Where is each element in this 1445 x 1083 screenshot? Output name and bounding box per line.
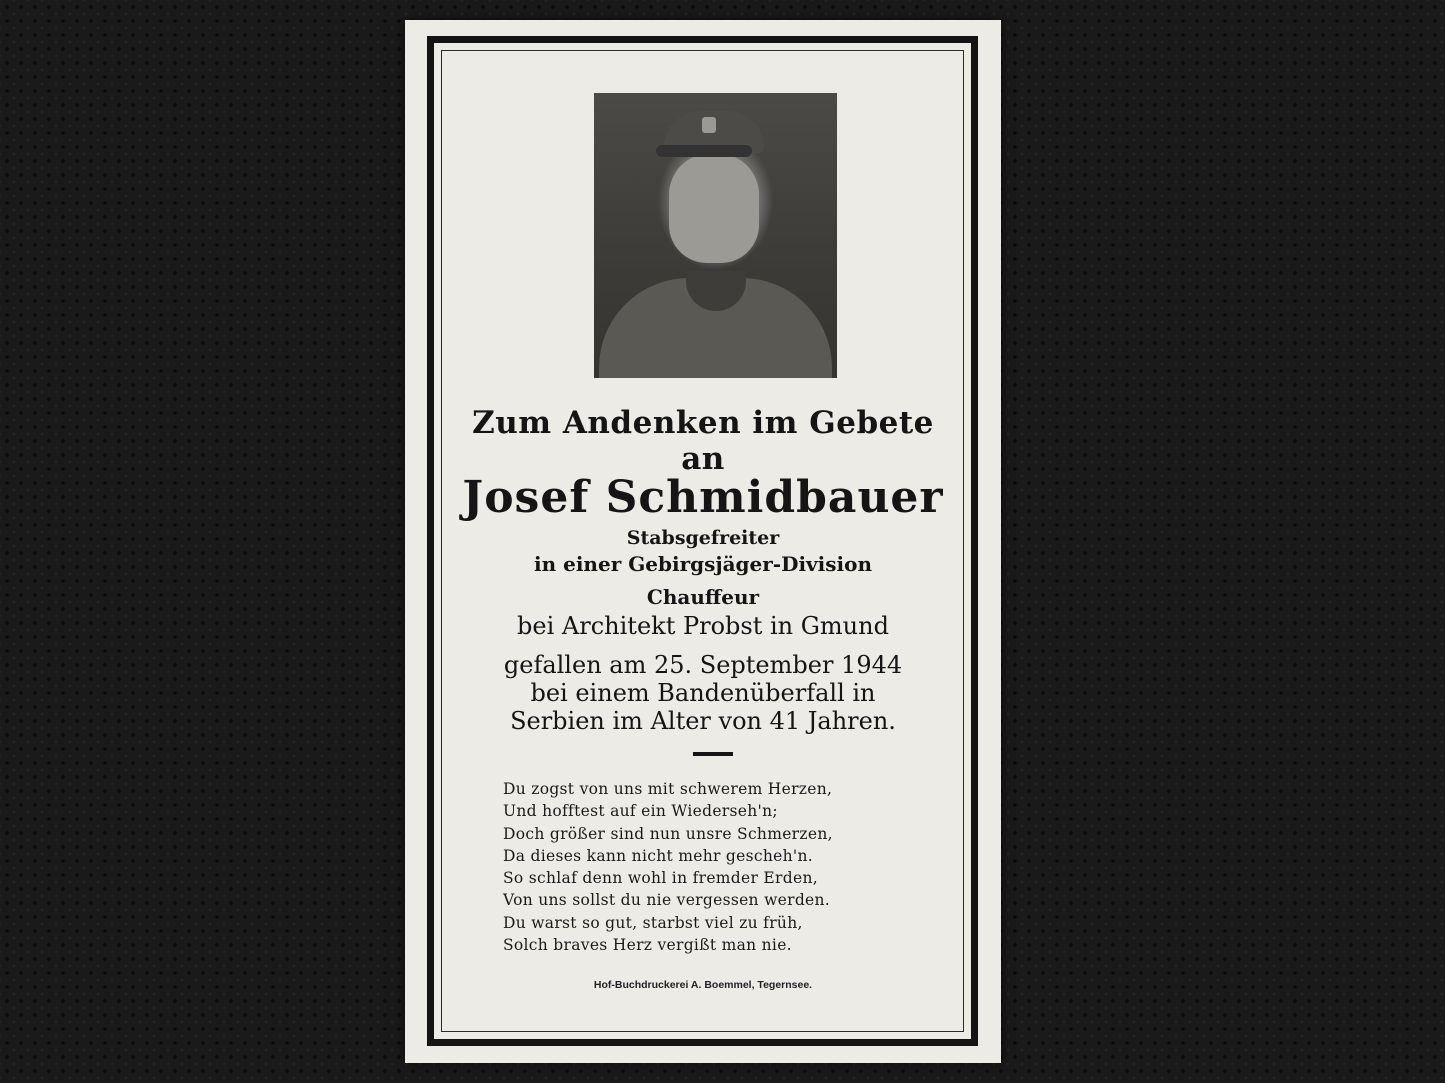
employer-line: bei Architekt Probst in Gmund: [517, 612, 889, 640]
poem-line: So schlaf denn wohl in fremder Erden,: [503, 869, 818, 888]
poem-line: Du zogst von uns mit schwerem Herzen,: [503, 780, 833, 798]
printer-imprint: Hof-Buchdruckerei A. Boemmel, Tegernsee.: [593, 978, 813, 991]
military-unit: in einer Gebirgsjäger-Division: [534, 552, 872, 576]
poem-line: Da dieses kann nicht mehr gescheh'n.: [503, 846, 813, 865]
soldier-portrait-photo: [594, 93, 837, 378]
memorial-heading: Zum Andenken im Gebete an: [472, 405, 934, 477]
death-date-line: gefallen am 25. September 1944: [503, 651, 903, 679]
deceased-name: Josef Schmidbauer: [462, 472, 944, 523]
poem-line: Und hofftest auf ein Wiederseh'n;: [503, 802, 778, 821]
portrait-face: [669, 153, 759, 263]
divider-dash: [693, 752, 733, 756]
occupation: Chauffeur: [646, 585, 760, 609]
poem-line: Von uns sollst du nie vergessen werden.: [503, 891, 831, 910]
poem-line: Solch braves Herz vergißt man nie.: [503, 936, 792, 955]
poem-line: Doch größer sind nun unsre Schmerzen,: [503, 824, 833, 843]
death-circumstance-line: bei einem Bandenüberfall in: [530, 679, 876, 707]
poem-line: Du warst so gut, starbst viel zu früh,: [503, 913, 803, 932]
death-place-age-line: Serbien im Alter von 41 Jahren.: [510, 707, 896, 735]
portrait-cap-visor: [656, 145, 752, 157]
cap-badge: [702, 117, 716, 133]
military-rank: Stabsgefreiter: [626, 527, 780, 549]
memorial-card: [405, 20, 1001, 1063]
memorial-poem: [503, 778, 833, 956]
